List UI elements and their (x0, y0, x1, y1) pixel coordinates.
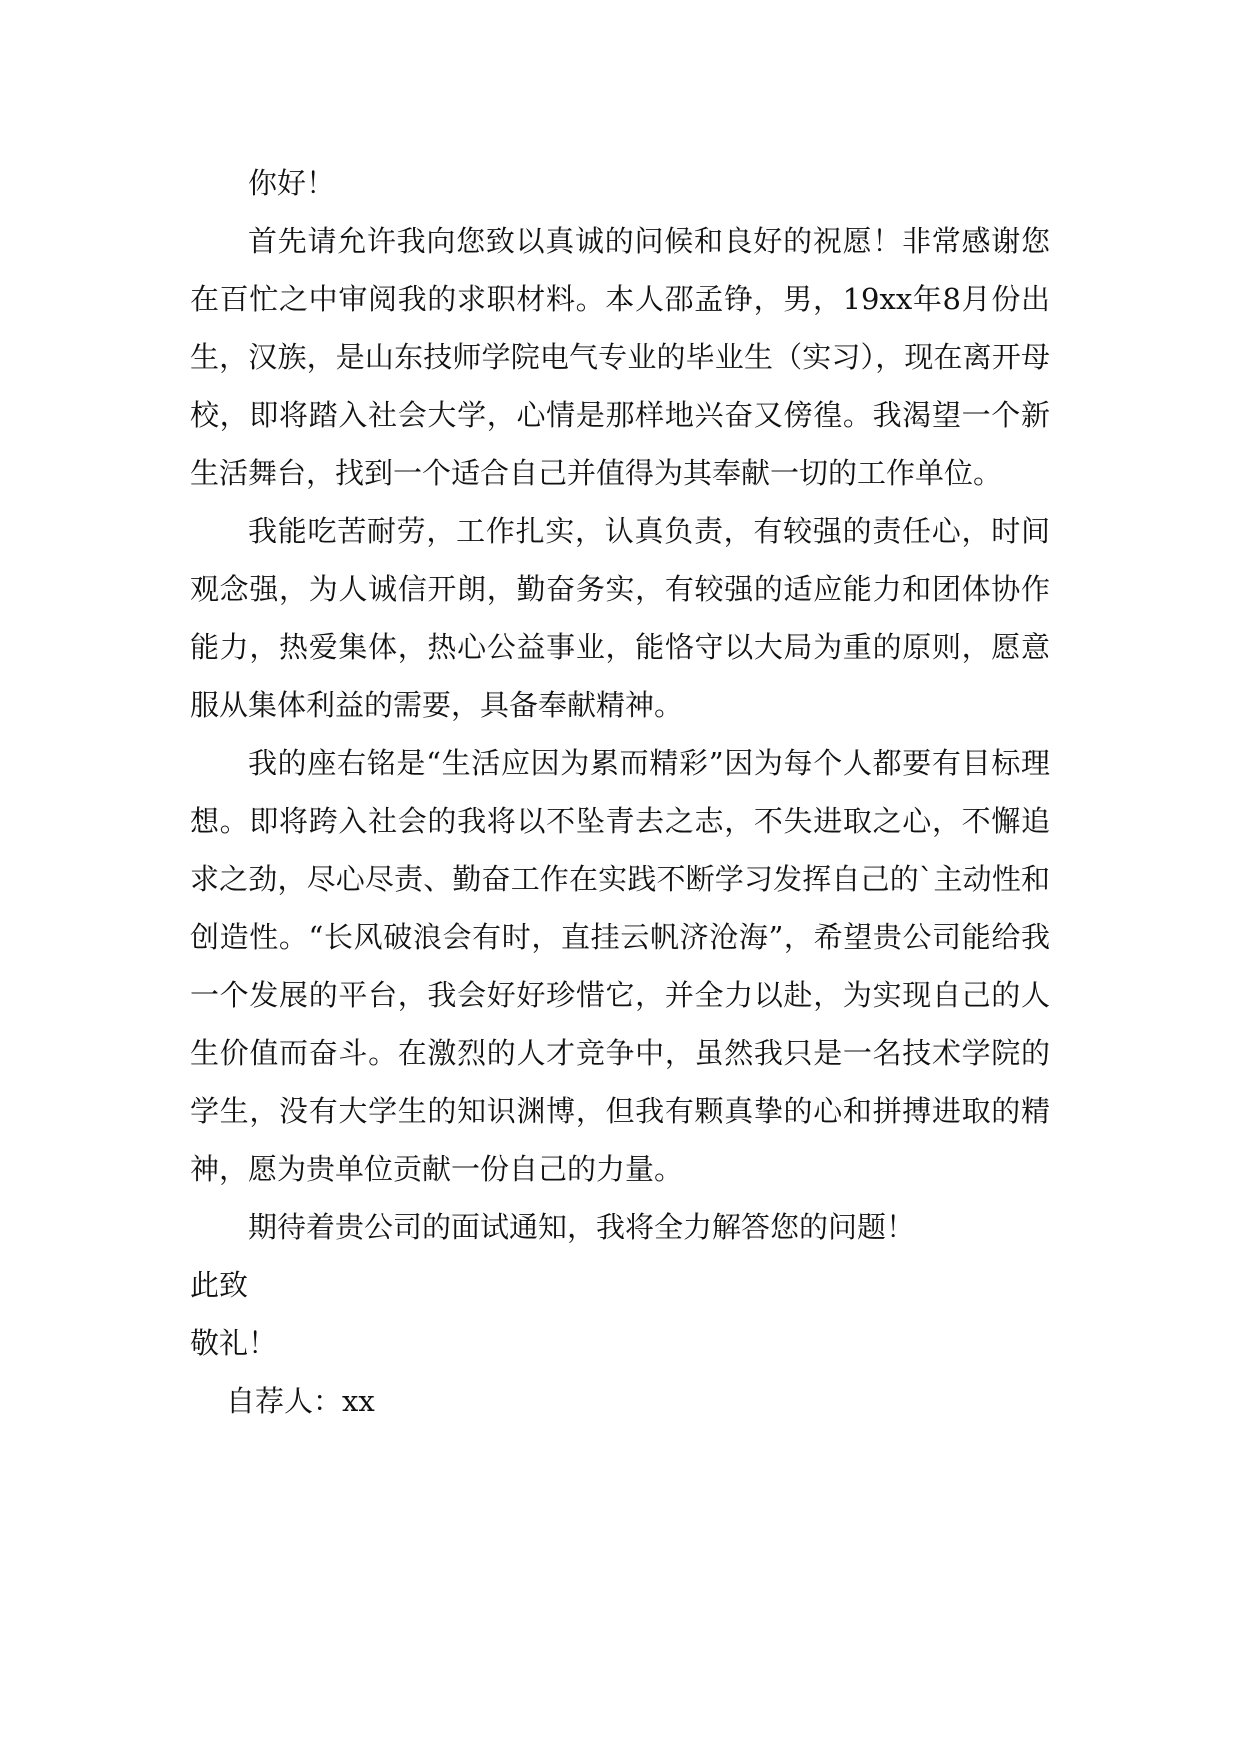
closing-regards: 敬礼！ (190, 1326, 278, 1360)
closing-salutation: 此致 (190, 1268, 249, 1302)
paragraph-intro: 首先请允许我向您致以真诚的问候和良好的祝愿！非常感谢您在百忙之中审阅我的求职材料。本人邵孟铮，男，19xx年8月份出生，汉族，是山东技师学院电气专业的毕业生（实习），现在离开母校，即将踏入社会大学，心情是那样地兴奋又傍徨。我渴望一个新生活舞台，找到一个适合自己并值得为其奉献一切的工作单位。 (190, 224, 1050, 490)
paragraph-motto: 我的座右铭是“生活应因为累而精彩”因为每个人都要有目标理想。即将跨入社会的我将以不坠青去之志，不失进取之心，不懈追求之劲，尽心尽责、勤奋工作在实践不断学习发挥自己的`主动性和创造性。“长风破浪会有时，直挂云帆济沧海”，希望贵公司能给我一个发展的平台，我会好好珍惜它，并全力以赴，为实现自己的人生价值而奋斗。在激烈的人才竞争中，虽然我只是一名技术学院的学生，没有大学生的知识渊博，但我有颗真挚的心和拼搏进取的精神，愿为贵单位贡献一份自己的力量。 (190, 746, 1050, 1186)
paragraph-qualities: 我能吃苦耐劳，工作扎实，认真负责，有较强的责任心，时间观念强，为人诚信开朗，勤奋务实，有较强的适应能力和团体协作能力，热爱集体，热心公益事业，能恪守以大局为重的原则，愿意服从集体利益的需要，具备奉献精神。 (190, 514, 1050, 722)
greeting: 你好！ (248, 166, 336, 200)
paragraph-closing: 期待着贵公司的面试通知，我将全力解答您的问题！ (248, 1210, 916, 1244)
signature: 自荐人：xx (226, 1384, 375, 1418)
cover-letter (190, 154, 1050, 1430)
